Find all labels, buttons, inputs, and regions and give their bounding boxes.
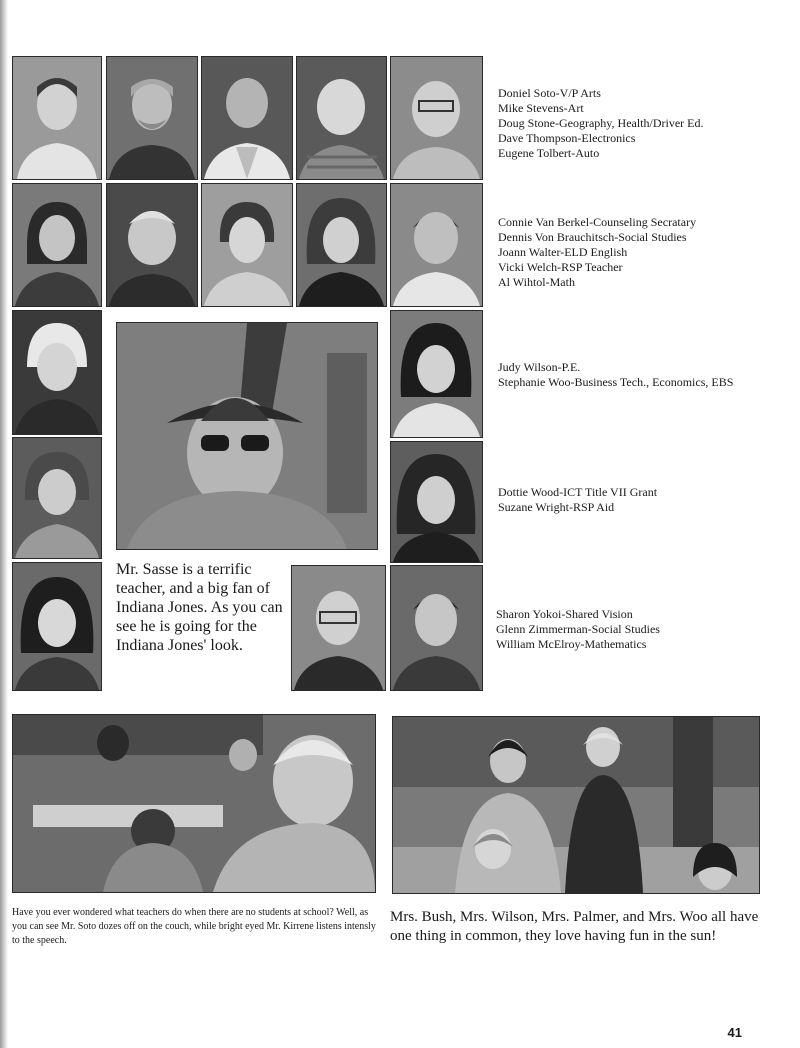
name-stone: Doug Stone-Geography, Health/Driver Ed. [498, 116, 704, 130]
names-row2 [498, 215, 696, 290]
name-judy-wilson: Judy Wilson-P.E. [498, 360, 581, 374]
photo-mr-sasse [116, 322, 378, 550]
photo-fun-in-the-sun [392, 716, 760, 894]
names-row4 [498, 485, 657, 515]
portrait-van-berkel [12, 183, 102, 307]
name-wihtol: Al Wihtol-Math [498, 275, 575, 289]
portrait-stone [201, 56, 293, 180]
portrait-bottom-1 [291, 565, 386, 691]
name-mcelroy: William McElroy-Mathematics [496, 637, 647, 651]
portrait-wihtol [390, 183, 483, 307]
portrait-welch [296, 183, 387, 307]
portrait-tolbert [390, 56, 483, 180]
portrait-walter [201, 183, 293, 307]
portrait-von-brauchitsch [106, 183, 198, 307]
name-yokoi: Sharon Yokoi-Shared Vision [496, 607, 633, 621]
portrait-left-3 [12, 562, 102, 691]
name-walter: Joann Walter-ELD English [498, 245, 628, 259]
name-stephanie-woo: Stephanie Woo-Business Tech., Economics, EBS [498, 375, 734, 389]
name-suzane-wright: Suzane Wright-RSP Aid [498, 500, 615, 514]
names-row5 [496, 607, 660, 652]
portrait-dottie-wood [390, 441, 483, 563]
names-row1 [498, 86, 704, 161]
name-van-berkel: Connie Van Berkel-Counseling Secratary [498, 215, 697, 229]
names-row3 [498, 360, 733, 390]
name-welch: Vicki Welch-RSP Teacher [498, 260, 623, 274]
page-number: 41 [727, 1025, 742, 1040]
name-dottie-wood: Dottie Wood-ICT Title VII Grant [498, 485, 658, 499]
portrait-stevens [106, 56, 198, 180]
name-von-brauchitsch: Dennis Von Brauchitsch-Social Studies [498, 230, 687, 244]
name-stevens: Mike Stevens-Art [498, 101, 584, 115]
portrait-bottom-2 [390, 565, 483, 691]
caption-fun-in-the-sun: Mrs. Bush, Mrs. Wilson, Mrs. Palmer, and Mrs. Woo all have one thing in common, they love having fun in the sun! [390, 909, 759, 944]
portrait-thompson [296, 56, 387, 180]
name-tolbert: Eugene Tolbert-Auto [498, 146, 600, 160]
portrait-left-1 [12, 310, 102, 435]
portrait-soto [12, 56, 102, 180]
photo-teachers-lounge [12, 714, 376, 893]
name-soto: Doniel Soto-V/P Arts [498, 86, 601, 100]
page-binding-edge [0, 0, 8, 1048]
portrait-judy-wilson [390, 310, 483, 438]
caption-teachers-lounge: Have you ever wondered what teachers do when there are no students at school? Well, as you can see Mr. Soto dozes off on the couch, while bright eyed Mr. Kirrene listens intensly to the speech. [12, 907, 376, 946]
name-thompson: Dave Thompson-Electronics [498, 131, 636, 145]
name-zimmerman: Glenn Zimmerman-Social Studies [496, 622, 660, 636]
portrait-left-2 [12, 437, 102, 559]
caption-sasse: Mr. Sasse is a terrific teacher, and a big fan of Indiana Jones. As you can see he is going for the Indiana Jones' look. [116, 561, 283, 654]
